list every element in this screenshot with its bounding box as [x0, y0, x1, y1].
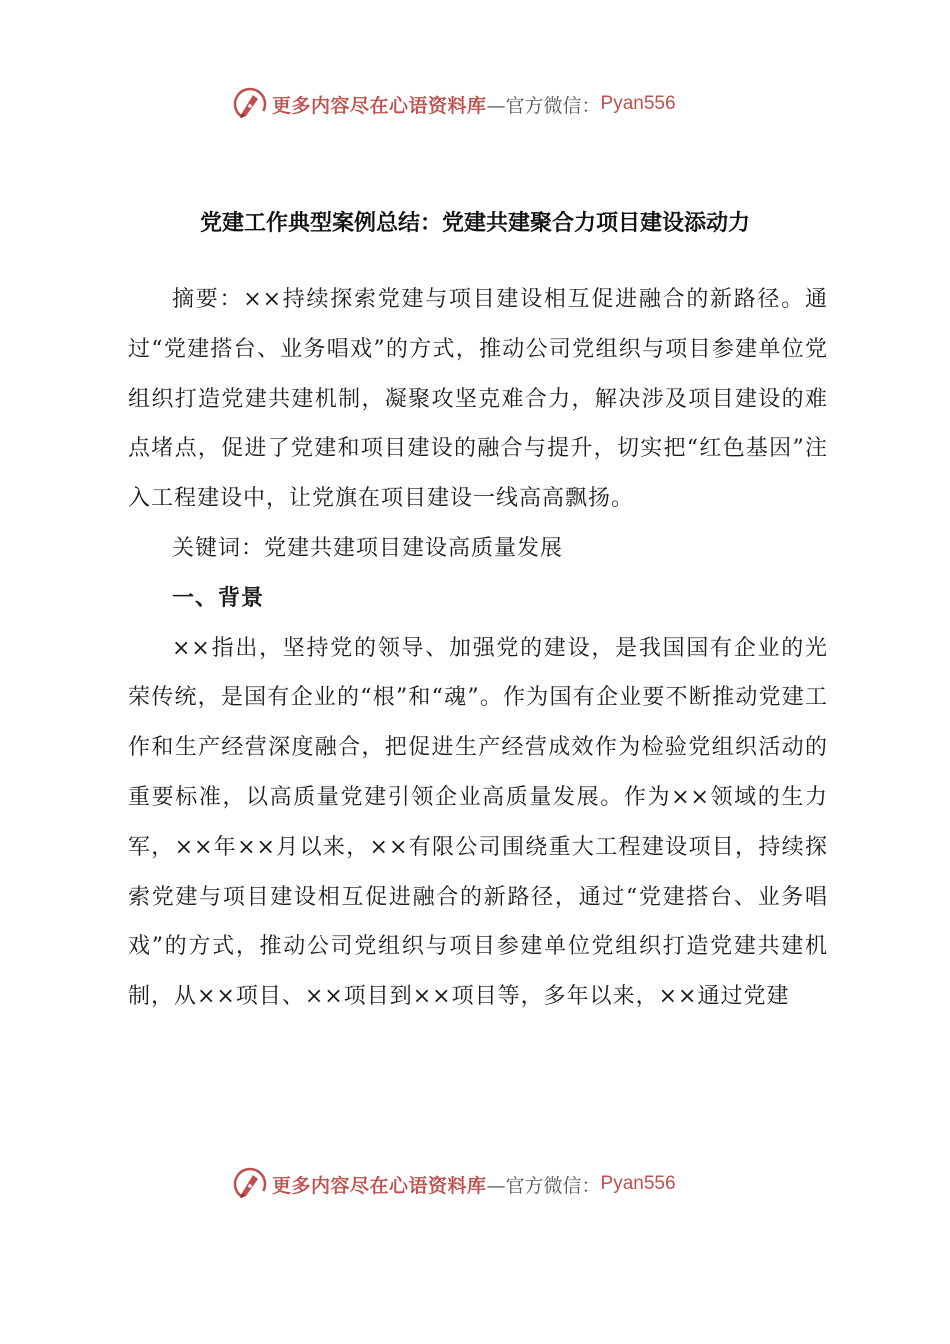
banner-wechat-id: Pyan556 — [600, 93, 676, 114]
pen-nib-logo-icon — [232, 86, 268, 122]
banner-wechat-id: Pyan556 — [600, 1173, 676, 1194]
banner-wechat-label: —官方微信： — [486, 1174, 601, 1197]
section-heading-background: 一、背景 — [172, 585, 265, 611]
background-paragraph: ××指出，坚持党的领导、加强党的建设，是我国国有企业的光荣传统，是国有企业的“根”和“魂”。作为国有企业要不断推动党建工作和生产经营深度融合，把促进生产经营成效作为检验党组织活动的重要标准，以高质量党建引领企业高质量发展。作为××领域的生力军，××年××月以来，××有限公司围绕重大工程建设项目，持续探索党建与项目建设相互促进融合的新路径，通过“党建搭台、业务唱戏”的方式，推动公司党组织与项目参建单位党组织打造党建共建机制，从××项目、××项目到××项目等，多年以来，××通过党建 — [128, 635, 828, 1010]
abstract-paragraph: 摘要：××持续探索党建与项目建设相互促进融合的新路径。通过“党建搭台、业务唱戏”的方式，推动公司党组织与项目参建单位党组织打造党建共建机制，凝聚攻坚克难合力，解决涉及项目建设的难点堵点，促进了党建和项目建设的融合与提升，切实把“红色基因”注入工程建设中，让党旗在项目建设一线高高飘扬。 — [128, 287, 828, 512]
keywords-paragraph: 关键词：党建共建项目建设高质量发展 — [172, 535, 564, 561]
banner-wechat-label: —官方微信： — [486, 94, 601, 117]
banner-site-name: 更多内容尽在心语资料库 — [272, 1174, 487, 1197]
header-watermark-banner — [232, 84, 676, 124]
footer-watermark-banner — [232, 1164, 676, 1204]
document-body — [128, 275, 828, 1022]
document-title: 党建工作典型案例总结：党建共建聚合力项目建设添动力 — [199, 211, 750, 236]
pen-nib-logo-icon — [232, 1166, 268, 1202]
banner-site-name: 更多内容尽在心语资料库 — [272, 94, 487, 117]
